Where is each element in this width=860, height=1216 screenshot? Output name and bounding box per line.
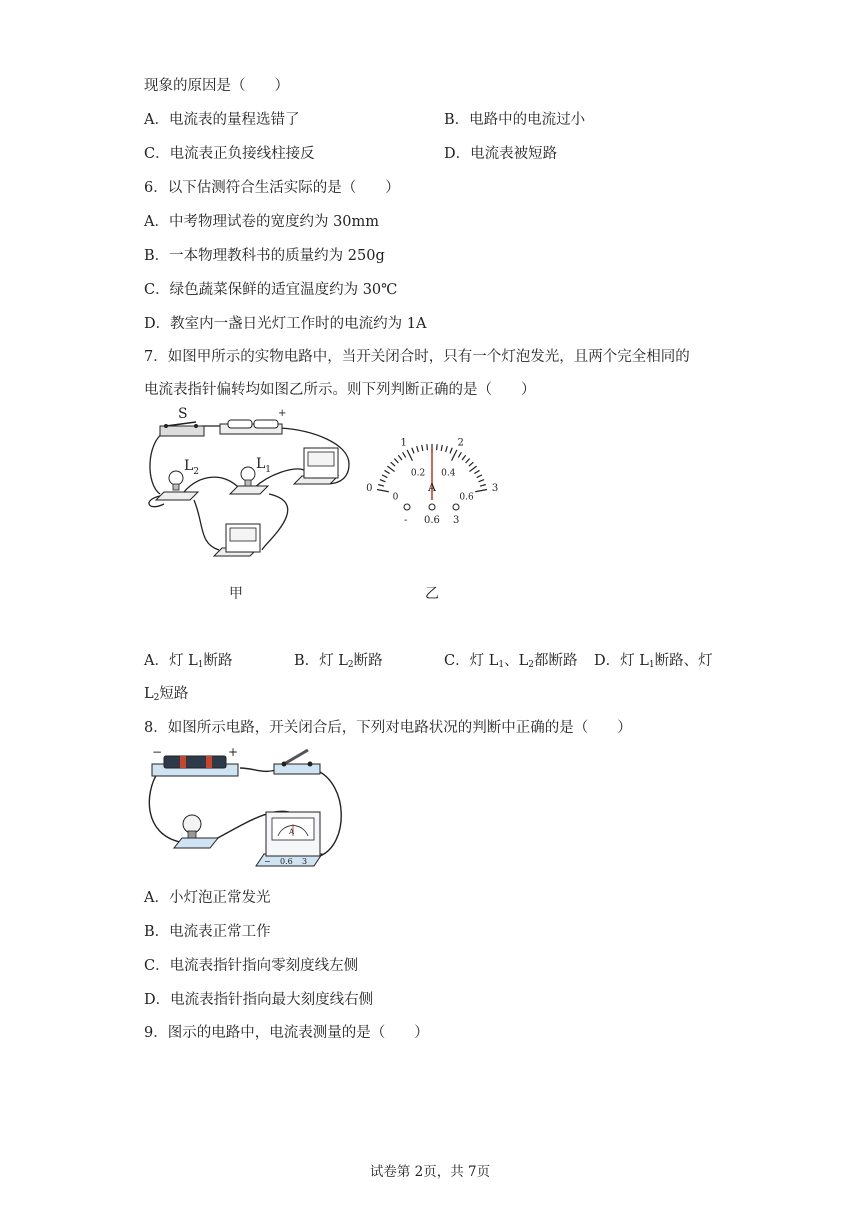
dial-tick: [384, 470, 389, 473]
dial-tick: [466, 459, 470, 463]
page-footer: 试卷第 2页，共 7页: [369, 1164, 491, 1180]
dial-label-bottom: 0.2: [410, 468, 426, 479]
q5-option-b: B．电路中的电流过小: [444, 112, 586, 128]
q6-option-d: D．教室内一盏日光灯工作时的电流约为 1A: [144, 316, 427, 332]
q6-option-c: C．绿色蔬菜保鲜的适宜温度约为 30℃: [144, 282, 398, 298]
dial-tick: [479, 480, 485, 482]
dial-tick: [403, 452, 406, 457]
q8-option-c: C．电流表指针指向零刻度线左侧: [144, 958, 359, 974]
switch-label: S: [178, 406, 188, 422]
dial-label-top: 1: [400, 437, 407, 449]
q6-option-a: A．中考物理试卷的宽度约为 30mm: [144, 214, 380, 230]
q7-figure-yi: [352, 420, 522, 530]
q8-stem: 8．如图所示电路，开关闭合后，下列对电路状况的判断中正确的是（ ）: [144, 720, 632, 736]
lamp-l2-icon: [156, 471, 198, 500]
lamp-l1-label: $L_1$: [256, 456, 272, 475]
dial-tick: [378, 484, 384, 486]
dial-tick: [452, 450, 457, 461]
lamp-icon: [174, 815, 218, 848]
q7-option-c: C．灯 $L_1$、$L_2$都断路: [444, 653, 578, 670]
dial-tick: [446, 446, 448, 452]
terminal-3: [453, 504, 459, 510]
dial-label-bottom: 0.6: [459, 492, 474, 503]
dial-tick: [462, 455, 466, 460]
battery-plus-label: +: [228, 745, 239, 759]
dial-tick: [391, 462, 395, 466]
q6-stem: 6．以下估测符合生活实际的是（ ）: [144, 180, 400, 196]
dial-unit: A: [428, 481, 436, 494]
dial-tick: [422, 445, 423, 451]
q7-stem-line1: 7．如图甲所示的实物电路中，当开关闭合时，只有一个灯泡发光，且两个完全相同的: [144, 349, 690, 365]
dial-tick: [380, 480, 386, 482]
battery-plus-label: +: [278, 408, 287, 419]
battery-icon: [220, 420, 282, 434]
dial-tick: [480, 484, 486, 486]
dial-tick: [417, 446, 419, 452]
q7-option-d: D．灯 $L_1$断路、灯: [594, 653, 713, 670]
dial-label-bottom: 0.4: [441, 468, 456, 479]
battery-icon: [152, 756, 238, 776]
q7-option-d-continued: $L_2$短路: [144, 686, 189, 703]
q8-option-d: D．电流表指针指向最大刻度线右侧: [144, 992, 374, 1008]
lamp-l2-label: $L_2$: [184, 458, 200, 477]
dial-tick: [407, 450, 412, 461]
q8-option-b: B．电流表正常工作: [144, 924, 271, 940]
switch-icon: [160, 422, 204, 436]
q8-option-a: A．小灯泡正常发光: [144, 890, 271, 906]
dial-label-top: 3: [491, 483, 499, 495]
dial-tick: [469, 462, 473, 466]
dial-tick: [477, 475, 482, 478]
q5-option-d: D．电流表被短路: [444, 146, 558, 162]
meter-terminal-3: 3: [302, 857, 308, 866]
q7-option-a: A．灯 $L_1$断路: [144, 653, 233, 670]
dial-tick: [377, 490, 389, 492]
meter-terminal-minus: −: [264, 857, 271, 866]
meter-unit: A: [289, 828, 295, 836]
terminal-label-3: 3: [453, 515, 460, 526]
dial-label-bottom: 0: [392, 492, 399, 503]
dial-tick: [458, 452, 461, 457]
dial-tick: [475, 490, 487, 492]
dial-tick: [387, 466, 394, 471]
q6-option-b: B．一本物理教科书的质量约为 250g: [144, 248, 385, 264]
dial-tick: [398, 455, 402, 460]
q7-option-b: B．灯 $L_2$断路: [294, 653, 383, 670]
q5-option-a: A．电流表的量程选错了: [144, 112, 300, 128]
dial-tick: [382, 475, 387, 478]
ammeter-bottom-icon: [214, 524, 260, 556]
figure-jia-caption: 甲: [229, 586, 243, 602]
terminal-label-0.6: 0.6: [424, 515, 440, 526]
dial-tick: [441, 445, 442, 451]
terminal-0.6: [429, 504, 435, 510]
q9-stem: 9．图示的电路中，电流表测量的是（ ）: [144, 1025, 429, 1041]
dial-label-top: 2: [457, 437, 464, 449]
dial-tick: [437, 444, 438, 450]
switch-icon: [274, 750, 320, 774]
battery-minus-label: −: [152, 745, 163, 759]
terminal-label-minus: -: [404, 515, 408, 526]
dial-tick: [474, 470, 479, 473]
dial-tick: [412, 448, 414, 454]
ammeter-right-icon: [294, 448, 338, 484]
q7-stem-line2: 电流表指针偏转均如图乙所示。则下列判断正确的是（ ）: [144, 382, 536, 398]
dial-tick: [469, 466, 476, 471]
figure-yi-caption: 乙: [425, 586, 439, 602]
terminal-minus: [404, 504, 410, 510]
q5-option-c: C．电流表正负接线柱接反: [144, 146, 315, 162]
dial-tick: [394, 459, 398, 463]
dial-tick: [450, 448, 452, 454]
dial-tick: [427, 444, 428, 450]
q8-figure: [144, 744, 354, 870]
q5-stem-tail: 现象的原因是（ ）: [144, 78, 289, 94]
meter-terminal-0.6: 0.6: [280, 857, 293, 866]
dial-label-top: 0: [366, 483, 373, 495]
q7-figure-jia: [144, 404, 356, 562]
